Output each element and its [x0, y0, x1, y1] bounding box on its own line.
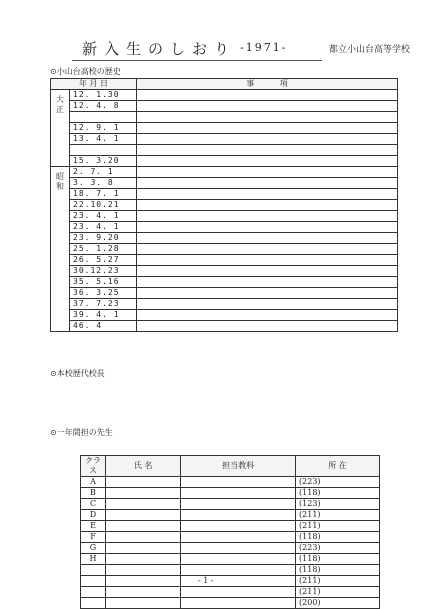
homeroom-subject: [181, 587, 296, 598]
page-header: [0, 38, 439, 58]
homeroom-room: (123): [296, 499, 380, 510]
homeroom-subject: [181, 488, 296, 499]
homeroom-teacher-name: [106, 510, 181, 521]
page-title: 新入生のしおり: [82, 40, 237, 58]
history-event: [137, 321, 398, 332]
history-date: 26. 5.27: [70, 255, 137, 266]
homeroom-header-class: クラス: [81, 456, 106, 477]
history-event: [137, 222, 398, 233]
history-body: [51, 90, 398, 332]
history-event: [137, 200, 398, 211]
history-header-row: [51, 79, 398, 90]
history-era-label: 大正: [51, 90, 70, 167]
homeroom-row: [81, 598, 380, 609]
homeroom-room: (118): [296, 488, 380, 499]
homeroom-table: [80, 455, 380, 609]
history-row: [51, 123, 398, 134]
homeroom-class: [81, 576, 106, 587]
homeroom-subject: [181, 521, 296, 532]
homeroom-row: [81, 488, 380, 499]
homeroom-room: (118): [296, 565, 380, 576]
homeroom-class: [81, 598, 106, 609]
history-date: 23. 4. 1: [70, 222, 137, 233]
history-row: [51, 134, 398, 145]
history-row: [51, 200, 398, 211]
history-row: [51, 211, 398, 222]
history-event: [137, 288, 398, 299]
history-date: [70, 145, 137, 156]
homeroom-header-name: 氏 名: [106, 456, 181, 477]
homeroom-teacher-name: [106, 565, 181, 576]
homeroom-room: (211): [296, 521, 380, 532]
homeroom-teacher-name: [106, 499, 181, 510]
history-header-event-left: 事: [246, 79, 255, 88]
history-event: [137, 189, 398, 200]
homeroom-row: [81, 576, 380, 587]
history-date: 12. 1.30: [70, 90, 137, 101]
homeroom-class: C: [81, 499, 106, 510]
homeroom-teacher-name: [106, 532, 181, 543]
history-date: 39. 4. 1: [70, 310, 137, 321]
history-event: [137, 255, 398, 266]
homeroom-room: (211): [296, 510, 380, 521]
homeroom-subject: [181, 598, 296, 609]
history-date: [70, 112, 137, 123]
homeroom-teacher-name: [106, 576, 181, 587]
history-date: 37. 7.23: [70, 299, 137, 310]
homeroom-header-subject: 担当教科: [181, 456, 296, 477]
history-date: 12. 4. 8: [70, 101, 137, 112]
history-header-event-right: 項: [279, 79, 288, 88]
homeroom-subject: [181, 477, 296, 488]
homeroom-room: (118): [296, 554, 380, 565]
homeroom-row: [81, 477, 380, 488]
history-row: [51, 145, 398, 156]
homeroom-room: (200): [296, 598, 380, 609]
history-event: [137, 178, 398, 189]
homeroom-row: [81, 499, 380, 510]
homeroom-room: (211): [296, 587, 380, 598]
homeroom-class: H: [81, 554, 106, 565]
page-number: - 1 -: [198, 576, 214, 585]
homeroom-header-room: 所 在: [296, 456, 380, 477]
history-date: 15. 3.20: [70, 156, 137, 167]
history-row: [51, 178, 398, 189]
homeroom-row: [81, 554, 380, 565]
homeroom-teacher-name: [106, 543, 181, 554]
history-row: [51, 310, 398, 321]
history-date: 22.10.21: [70, 200, 137, 211]
history-date: 3. 3. 8: [70, 178, 137, 189]
history-date: 23. 4. 1: [70, 211, 137, 222]
homeroom-header-row: [81, 456, 380, 477]
history-row: [51, 167, 398, 178]
homeroom-subject: [181, 554, 296, 565]
history-header-date: 年 月 日: [51, 79, 137, 90]
history-date: 2. 7. 1: [70, 167, 137, 178]
history-header-event: [137, 79, 398, 90]
homeroom-class: F: [81, 532, 106, 543]
history-event: [137, 101, 398, 112]
homeroom-class: E: [81, 521, 106, 532]
homeroom-teacher-name: [106, 598, 181, 609]
history-row: [51, 288, 398, 299]
history-table: [50, 78, 398, 332]
homeroom-row: [81, 521, 380, 532]
history-date: 25. 1.28: [70, 244, 137, 255]
history-event: [137, 167, 398, 178]
history-event: [137, 112, 398, 123]
principals-list: [65, 380, 365, 420]
history-date: 36. 3.25: [70, 288, 137, 299]
history-date: 35. 5.16: [70, 277, 137, 288]
homeroom-subject: [181, 543, 296, 554]
homeroom-row: [81, 565, 380, 576]
history-date: 13. 4. 1: [70, 134, 137, 145]
homeroom-subject: [181, 499, 296, 510]
history-event: [137, 156, 398, 167]
homeroom-subject: [181, 532, 296, 543]
history-event: [137, 123, 398, 134]
homeroom-body: [81, 477, 380, 609]
homeroom-row: [81, 510, 380, 521]
year-label: -1971-: [240, 41, 288, 54]
history-row: [51, 233, 398, 244]
history-event: [137, 145, 398, 156]
history-row: [51, 156, 398, 167]
history-row: [51, 112, 398, 123]
history-event: [137, 277, 398, 288]
homeroom-teacher-name: [106, 488, 181, 499]
history-row: [51, 189, 398, 200]
history-date: 12. 9. 1: [70, 123, 137, 134]
homeroom-row: [81, 587, 380, 598]
history-event: [137, 233, 398, 244]
history-row: [51, 244, 398, 255]
history-date: 46. 4: [70, 321, 137, 332]
homeroom-class: [81, 565, 106, 576]
title-rule: [72, 60, 322, 61]
history-event: [137, 90, 398, 101]
homeroom-subject: [181, 565, 296, 576]
history-event: [137, 134, 398, 145]
history-row: [51, 101, 398, 112]
history-row: [51, 90, 398, 101]
history-row: [51, 321, 398, 332]
history-event: [137, 266, 398, 277]
history-date: 23. 9.20: [70, 233, 137, 244]
homeroom-room: (223): [296, 477, 380, 488]
history-row: [51, 255, 398, 266]
homeroom-class: G: [81, 543, 106, 554]
homeroom-row: [81, 543, 380, 554]
homeroom-room: (223): [296, 543, 380, 554]
homeroom-subject: [181, 510, 296, 521]
homeroom-teacher-name: [106, 587, 181, 598]
homeroom-section-title: ⊙一年間担の先生: [50, 428, 113, 437]
history-row: [51, 277, 398, 288]
school-name: 都立小山台高等学校: [329, 45, 411, 55]
homeroom-class: [81, 587, 106, 598]
history-era-label: 昭和: [51, 167, 70, 332]
homeroom-class: B: [81, 488, 106, 499]
homeroom-row: [81, 532, 380, 543]
homeroom-teacher-name: [106, 554, 181, 565]
history-event: [137, 244, 398, 255]
history-row: [51, 222, 398, 233]
homeroom-class: D: [81, 510, 106, 521]
history-event: [137, 310, 398, 321]
homeroom-class: A: [81, 477, 106, 488]
history-date: 18. 7. 1: [70, 189, 137, 200]
history-event: [137, 299, 398, 310]
history-row: [51, 266, 398, 277]
history-date: 30.12.23: [70, 266, 137, 277]
homeroom-teacher-name: [106, 521, 181, 532]
history-event: [137, 211, 398, 222]
principals-section-title: ⊙本校歴代校長: [50, 369, 105, 378]
homeroom-teacher-name: [106, 477, 181, 488]
homeroom-room: (211): [296, 576, 380, 587]
history-row: [51, 299, 398, 310]
homeroom-room: (118): [296, 532, 380, 543]
history-section-title: ⊙小山台高校の歴史: [50, 67, 121, 76]
